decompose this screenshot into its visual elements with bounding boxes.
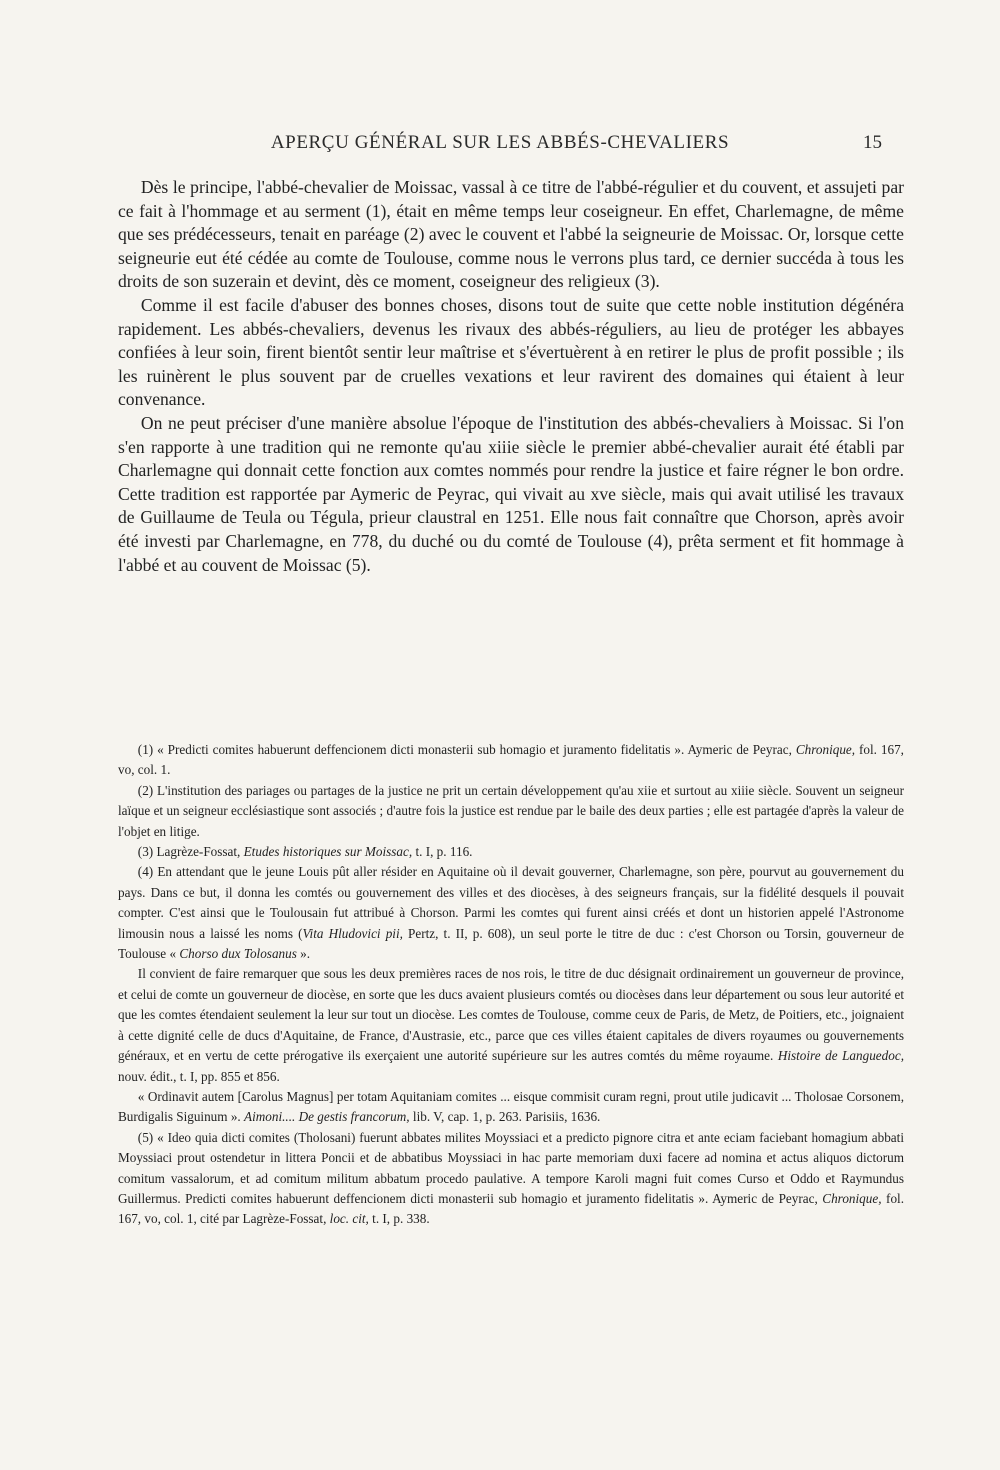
footnote-italic: Vita Hludovici pii, bbox=[302, 925, 403, 941]
footnote-text: fol. 167, vo, col. 1, cité par Lagrèze-Fossat, bbox=[118, 1190, 904, 1227]
footnote-4 bbox=[118, 862, 904, 964]
footnote-italic: Chorso dux Tolosanus bbox=[179, 946, 297, 962]
main-text bbox=[118, 176, 904, 577]
page-header bbox=[118, 132, 882, 160]
footnote-text: (1) « Predicti comites habuerunt deffencionem dicti monasterii sub homagio et juramento fidelitatis ». Aymeric de Peyrac, bbox=[137, 742, 796, 757]
paragraph-1: Dès le principe, l'abbé-chevalier de Moissac, vassal à ce titre de l'abbé-régulier et du couvent, et assujeti par ce fait à l'hommage et au serment (1), était en même temps leur coseigneur. En effet, Charlemagne, de même que ses prédécesseurs, tenait en paréage (2) avec le couvent et l'abbé la seigneurie de Moissac. Or, lorsque cette seigneurie eut été cédée au comte de Toulouse, comme nous le verrons plus tard, ce dernier succéda à tous les droits de son suzerain et devint, dès ce moment, coseigneur des religieux (3). bbox=[118, 177, 904, 292]
footnote-text: « Ordinavit autem [Carolus Magnus] per totam Aquitaniam comites ... eisque commisit curam regni, prout utile judicavit ... Tholosae Corsonem, Burdigalis Siguinum ». bbox=[118, 1088, 904, 1125]
footnote-4-continued bbox=[118, 964, 904, 1086]
footnote-text: ». bbox=[296, 946, 311, 962]
footnote-text: (3) Lagrèze-Fossat, bbox=[137, 844, 244, 860]
footnote-italic: Etudes historiques sur Moissac, bbox=[243, 844, 413, 860]
footnote-1 bbox=[118, 740, 904, 781]
footnote-text: t. I, p. 338. bbox=[368, 1211, 430, 1227]
footnote-text: Il convient de faire remarquer que sous les deux premières races de nos rois, le titre de duc désignait ordinairement un gouverneur de province, et celui de comte un gouverneur de diocèse, en sorte que les ducs avaient plusieurs comtés ou diocèses dans leur département ou sous leur autorité et que les comtes étendaient seulement la leur sur tout un diocèse. Les comtes de Toulouse, comme ceux de Paris, de Metz, de Poitiers, etc., joignaient à cette dignité celle de ducs d'Aquitaine, de France, d'Austrasie, etc., parce que ces villes étaient capitales de divers royaumes ou gouvernements généraux, et en vertu de cette prérogative ils exerçaient une autorité supérieure sur les autres comtés du même royaume. bbox=[118, 966, 904, 1064]
footnote-5 bbox=[118, 1128, 904, 1230]
footnote-italic: Chronique, bbox=[822, 1190, 882, 1206]
footnote-text: lib. V, cap. 1, p. 263. Parisiis, 1636. bbox=[409, 1109, 601, 1125]
footnote-4-quotation bbox=[118, 1087, 904, 1128]
footnote-italic: loc. cit, bbox=[329, 1211, 369, 1227]
footnote-italic: Aimoni.... De gestis francorum, bbox=[244, 1109, 410, 1125]
footnote-3 bbox=[118, 842, 904, 862]
footnote-text: fol. 167, vo, col. 1. bbox=[118, 742, 904, 778]
footnote-italic: Histoire de Languedoc, bbox=[777, 1048, 904, 1064]
paragraph-2: Comme il est facile d'abuser des bonnes choses, disons tout de suite que cette noble institution dégénéra rapidement. Les abbés-chevaliers, devenus les rivaux des abbés-réguliers, au lieu de protéger les abbayes confiées à leur soin, firent bientôt sentir leur maîtrise et s'évertuèrent à en retirer le plus de profit possible ; ils les ruinèrent le plus souvent par de cruelles vexations et leur ravirent des domaines qui étaient à leur convenance. bbox=[118, 294, 904, 410]
running-title: APERÇU GÉNÉRAL SUR LES ABBÉS-CHEVALIERS bbox=[270, 132, 730, 153]
footnote-text: nouv. édit., t. I, pp. 855 et 856. bbox=[118, 1068, 280, 1084]
footnote-text: t. I, p. 116. bbox=[412, 844, 473, 860]
page-number: 15 bbox=[863, 132, 882, 153]
footnote-text: (5) « Ideo quia dicti comites (Tholosani) fuerunt abbates milites Moyssiaci et a predicto pignore citra et ante eciam faciebant homagium abbati Moyssiaci prout ostendetur in littera Poncii et de abbatibus Moyssiaci in hac parte memoriam duxi facere ad nomina et actus aliquos dictorum comitum vassalorum, et ad comitum militum abbatum procedo paulative. A tempore Karoli magni fuit comes Curso et Oddo et Raymundus Guillermus. Predicti comites habuerunt deffencionem dicti monasterii sub homagio et juramento fidelitatis ». Aymeric de Peyrac, bbox=[118, 1129, 904, 1206]
footnote-2: (2) L'institution des pariages ou partages de la justice ne prit un certain développement qu'au xiie et surtout au xiiie siècle. Souvent un seigneur laïque et un seigneur ecclésiastique sont associés ; d'autre fois la justice est rendue par le baile des deux parties ; elle est partagée d'après la valeur de l'objet en litige. bbox=[118, 782, 904, 839]
footnote-italic: Chronique, bbox=[795, 742, 856, 757]
footnote-text: (4) En attendant que le jeune Louis pût aller résider en Aquitaine où il devait gouverner, Charlemagne, son père, pourvut au gouvernement du pays. Dans ce but, il donna les comtés ou gouvernement des villes et des diocèses, à des seigneurs français, sur la fidélité desquels il pouvait compter. C'est ainsi que le Toulousain fut attribué à Chorson. Parmi les comtes qui furent ainsi créés et dont un historien appelé l'Astronome limousin nous a laissé les noms ( bbox=[118, 864, 904, 941]
paragraph-3: On ne peut préciser d'une manière absolue l'époque de l'institution des abbés-chevaliers à Moissac. Si l'on s'en rapporte à une tradition qui ne remonte qu'au xiiie siècle le premier abbé-chevalier aurait été établi par Charlemagne qui donnait cette fonction aux comtes nommés pour rendre la justice et faire régner le bon ordre. Cette tradition est rapportée par Aymeric de Peyrac, qui vivait au xve siècle, mais qui avait utilisé les travaux de Guillaume de Teula ou Tégula, prieur claustral en 1251. Elle nous fait connaître que Chorson, après avoir été investi par Charlemagne, en 778, du duché ou du comté de Toulouse (4), prêta serment et fit hommage à l'abbé et au couvent de Moissac (5). bbox=[118, 412, 904, 575]
footnotes bbox=[118, 740, 904, 1230]
footnote-text: Pertz, t. II, p. 608), un seul porte le titre de duc : c'est Chorson ou Torsin, gouverneur de Toulouse « bbox=[118, 925, 904, 962]
